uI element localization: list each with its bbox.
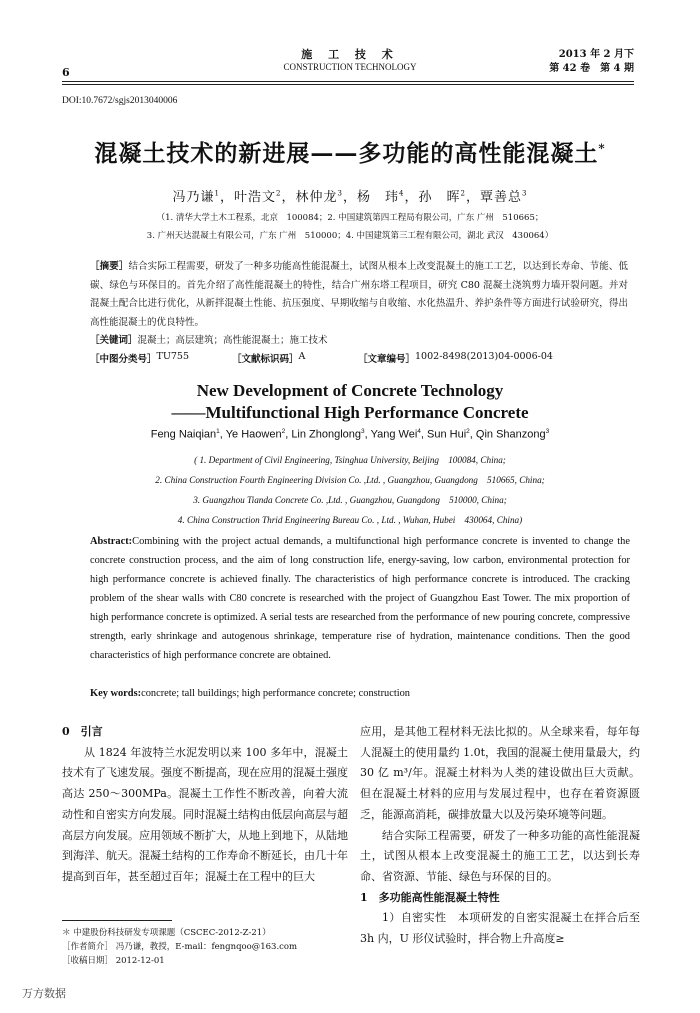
footnotes [62,926,297,968]
author-cn: 叶浩文 [234,190,277,205]
author-sup: 4 [417,428,421,435]
volume-issue: 第 42 卷 第 4 期 [549,63,634,74]
affiliation-line: 3. Guangzhou Tianda Concrete Co. ,Ltd. , Guangzhou, Guangdong 510000, China; [193,495,507,505]
clc-code [90,351,189,365]
journal-name-en: CONSTRUCTION TECHNOLOGY [283,62,417,72]
clc-label: ［中图分类号］ [90,354,157,365]
footnote-received: ［收稿日期］ 2012-12-01 [62,956,165,966]
clc-value: TU755 [156,351,189,362]
section-heading: 0 引言 [62,725,103,738]
author-cn: 林仲龙 [295,190,338,205]
journal-name-cn: 施 工 技 术 [301,48,399,61]
affiliation-line: （1. 清华大学土木工程系，北京 100084；2. 中国建筑第四工程局有限公司，广东 广州 510665； [156,213,544,223]
body-column-left [62,722,348,888]
issue-date: 2013 年 2 月下 [558,49,634,60]
footnote-rule [62,920,172,921]
authors-en: Feng Naiqian$^1$, Ye Haowen$^2$, Lin Zhonglong$^3$, Yang Wei$^4$, Sun Hui$^2$, Qin Shanzong$^3$ [150,428,550,441]
author-sup: 2 [460,189,466,198]
affiliation-line: ( 1. Department of Civil Engineering, Tsinghua University, Beijing 100084, China; [194,455,506,465]
article-number [358,351,553,365]
author-sup: 2 [276,189,282,198]
author-sup: 2 [281,428,286,435]
title-cn-text: 混凝土技术的新进展——多功能的高性能混凝土 [94,140,599,167]
abstract-cn-label: ［摘要］ [90,261,129,272]
title-en-line1: New Development of Concrete Technology [196,381,504,400]
author-sup: 3 [522,189,528,198]
keywords-cn-text: 混凝土；高层建筑；高性能混凝土；施工技术 [137,335,328,346]
author-cn: 冯乃谦 [172,190,215,205]
header-rule [62,81,634,82]
body-paragraph: 结合实际工程需要，研发了一种多功能的高性能混凝土，试图从根本上改变混凝土的施工工艺，以达到长寿命、省资源、节能、绿色与环保的目的。 [360,828,640,883]
abstract-en-label: Abstract: [90,536,133,547]
title-footnote-mark: * [598,141,606,156]
author-en: Feng Naiqian [150,428,217,441]
title-en-line2: ——Multifunctional High Performance Concrete [171,403,529,422]
author-cn: 覃善总 [480,190,523,205]
author-en: Ye Haowen [225,428,282,441]
author-en: Lin Zhonglong [291,428,362,441]
author-sup: 2 [466,428,470,435]
abstract-cn [90,258,628,332]
author-sup: 3 [361,428,365,435]
doc-value: A [298,351,306,362]
affiliation-line: 3. 广州天达混凝土有限公司，广东 广州 510000；4. 中国建筑第三工程有限公司，湖北 武汉 430064） [146,231,554,241]
doi: DOI:10.7672/sgjs2013040006 [62,96,178,106]
body-paragraph: 从 1824 年波特兰水泥发明以来 100 多年中，混凝土技术有了飞速发展。强度不断提高，现在应用的混凝土强度高达 250～300MPa。混凝土工作性不断改善，向着大流动性和自密实方向发展。同时混凝土结构由低层向高层与超高层方向发展。应用领域不断扩大，从地上到地下，从陆地到海洋、航天。混凝土结构的工作寿命不断延长，由几十年提高到百年，甚至超过百年；混凝土在工程中的巨大 [62,745,348,883]
keywords-en-text: concrete; tall buildings; high performance concrete; construction [141,688,410,699]
affiliations-en [0,450,700,530]
body-paragraph: 应用，是其他工程材料无法比拟的。从全球来看，每年每人混凝土的使用量约 1.0t，我国的混凝土使用量最大，约 30 亿 m³/年。混凝土材料为人类的建设做出巨大贡献。但在混凝土材料的应用与发展过程中，也存在着资源匮乏，能源高消耗，碳排放量大以及污染环境等问题。 [360,725,640,821]
abstract-en [90,532,630,665]
title-en [0,380,700,424]
keywords-en [90,688,410,699]
title-cn [0,135,700,168]
authors-cn: 冯乃谦$^1$，叶浩文$^2$，林仲龙$^3$，杨 玮$^4$，孙 晖$^2$，覃善总$^3$ [172,189,528,205]
author-cn: 杨 玮 [357,190,400,205]
footnote-author: ［作者简介］ 冯乃谦，教授，E-mail：fengnqoo@163.com [62,942,298,952]
affiliations-cn [0,209,700,245]
body-paragraph: 1）自密实性 本项研发的自密实混凝土在拌合后至 3h 内，U 形仪试验时，拌合物上升高度≥ [360,911,640,946]
section-heading: 1 多功能高性能混凝土特性 [360,890,500,904]
author-en: Yang Wei [370,428,418,441]
article-label: ［文章编号］ [358,354,416,365]
issue-info [549,48,634,76]
watermark: 万方数据 [22,987,66,1000]
page-number: 6 [62,66,70,79]
header-rule-thin [62,84,634,85]
author-sup: 3 [337,189,343,198]
affiliation-line: 2. China Construction Fourth Engineering Division Co. ,Ltd. , Guangzhou, Guangdong 510665, China; [155,475,545,485]
abstract-en-text: Combining with the project actual demands, a multifunctional high performance concrete is invented to change the concrete construction process, and the aim of long construction life, energy-saving, low carbon, environmental protection for high performance concrete is achieved finally. The characteristics of high performance concrete is introduced. The cracking problem of the shear walls with C80 concrete is researched with the project of Guangzhou East Tower. The mix proportion of high performance concrete is optimized. A serial tests are researched from the performance of new pouring concrete, compressive strength, early shrinkage and autogenous shrinkage, temperature rise of hydration, maintenance conditions. Then the good characteristics of high performance concrete are obtained. [90,536,630,661]
article-value: 1002-8498(2013)04-0006-04 [415,351,553,362]
keywords-cn [90,332,328,346]
doc-label: ［文献标识码］ [232,354,299,365]
keywords-cn-label: ［关键词］ [90,335,138,346]
author-sup: 1 [214,189,220,198]
author-sup: 1 [216,428,220,435]
author-cn: 孙 晖 [418,190,461,205]
author-sup: 4 [399,189,405,198]
body-column-right [360,722,640,950]
affiliation-line: 4. China Construction Thrid Engineering Bureau Co. , Ltd. , Wuhan, Hubei 430064, China) [177,515,523,525]
author-en: Sun Hui [427,428,467,441]
author-sup: 3 [545,428,550,435]
author-en: Qin Shanzong [475,428,546,441]
keywords-en-label: Key words: [90,688,142,699]
doc-code [232,351,306,365]
footnote-funding: ＊ 中建股份科技研发专项课题（CSCEC-2012-Z-21） [62,928,271,938]
abstract-cn-text: 结合实际工程需要，研发了一种多功能高性能混凝土，试图从根本上改变混凝土的施工工艺，以达到长寿命、节能、低碳、绿色与环保目的。首先介绍了高性能混凝土的特性，结合广州东塔工程项目，研究 C80 混凝土浇筑剪力墙开裂问题。并对混凝土配合比进行优化，从新拌混凝土性能、抗压强度、早期收缩与自收缩、水化热温升、养护条件等方面进行试验研究，得出高性能混凝土的优良特性。 [90,261,628,328]
